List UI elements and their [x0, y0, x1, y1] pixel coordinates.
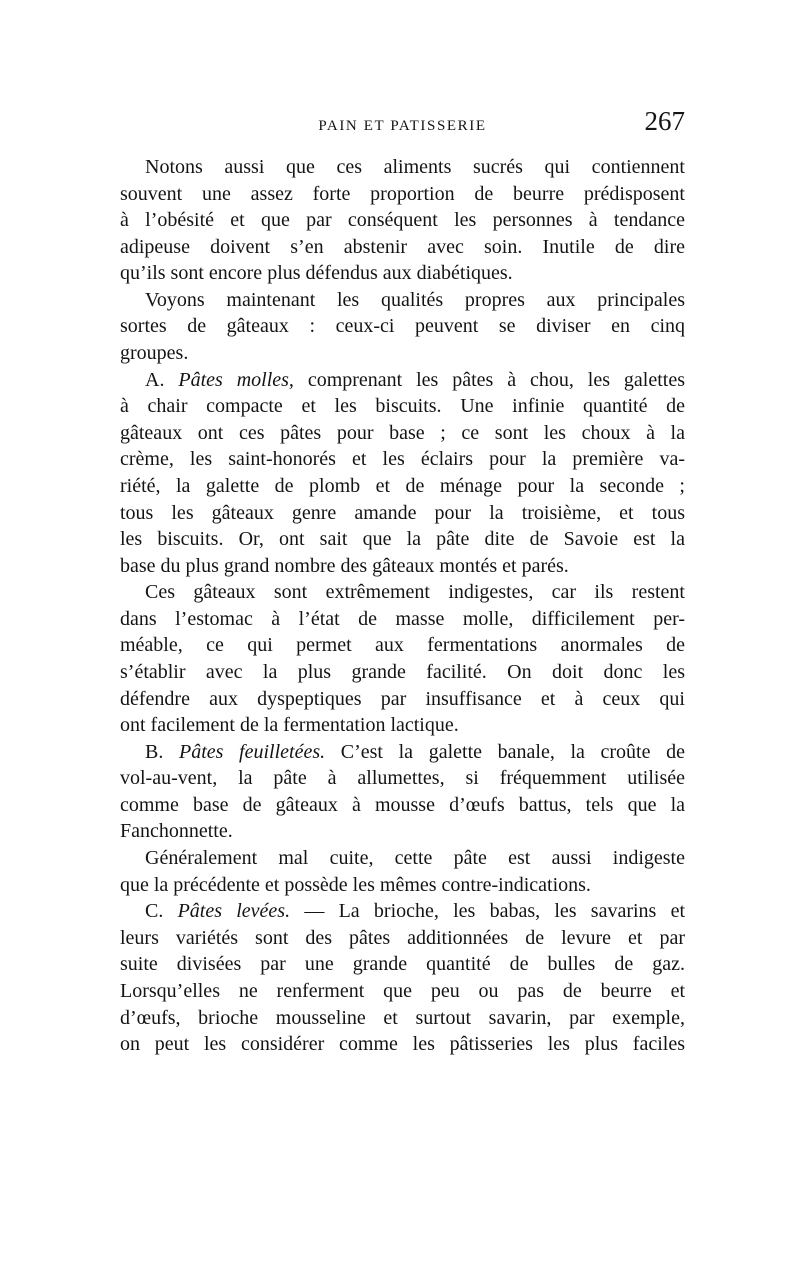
text-line: [120, 234, 685, 261]
text-line-content: crème, les saint-honorés et les éclairs pour la première va-: [120, 448, 685, 471]
text-line: [120, 579, 685, 606]
text-line: [120, 978, 685, 1005]
text-line-content: à l’obésité et que par conséquent les personnes à tendance: [120, 209, 685, 232]
text-line-content: Généralement mal cuite, cette pâte est aussi indigeste: [145, 847, 685, 870]
text-line: [120, 845, 685, 872]
text-line-content: comme base de gâteaux à mousse d’œufs battus, tels que la: [120, 793, 685, 816]
text-line: [120, 1031, 685, 1058]
section-label: B.: [145, 740, 179, 763]
text-line-content: dans l’estomac à l’état de masse molle, difficilement per-: [120, 607, 685, 630]
text-line: [120, 181, 685, 208]
text-line: [120, 606, 685, 633]
text-line: [120, 765, 685, 792]
text-line-content: à chair compacte et les biscuits. Une infinie quantité de: [120, 395, 685, 418]
text-line: [120, 420, 685, 447]
text-line: [120, 739, 685, 766]
text-line-content: riété, la galette de plomb et de ménage pour la seconde ;: [120, 474, 685, 497]
text-line-content: leurs variétés sont des pâtes additionnées de levure et par: [120, 926, 685, 949]
text-line-content: — La brioche, les babas, les savarins et: [290, 900, 686, 923]
text-line: [120, 393, 685, 420]
text-line-content: Lorsqu’elles ne renferment que peu ou pas de beurre et: [120, 979, 685, 1002]
text-line: [120, 872, 685, 899]
text-line: [120, 154, 685, 181]
text-line-content: ont facilement de la fermentation lactique.: [120, 714, 459, 737]
text-line: [120, 446, 685, 473]
text-line: [120, 260, 685, 287]
text-line-content: d’œufs, brioche mousseline et surtout savarin, par exemple,: [120, 1006, 685, 1029]
text-line: [120, 659, 685, 686]
text-line: [120, 313, 685, 340]
text-line: [120, 340, 685, 367]
text-line: [120, 287, 685, 314]
text-line-content: Ces gâteaux sont extrêmement indigestes, car ils restent: [145, 581, 685, 604]
running-title: PAIN ET PATISSERIE: [318, 118, 487, 134]
text-line-content: défendre aux dyspeptiques par insuffisance et à ceux qui: [120, 687, 685, 710]
text-line-content: gâteaux ont ces pâtes pour base ; ce sont les choux à la: [120, 421, 685, 444]
text-line: [120, 207, 685, 234]
text-line: [120, 632, 685, 659]
text-line-content: Voyons maintenant les qualités propres aux principales: [145, 288, 685, 311]
text-line-content: les biscuits. Or, ont sait que la pâte dite de Savoie est la: [120, 528, 685, 551]
text-line: [120, 1005, 685, 1032]
page-number: 267: [644, 106, 685, 136]
text-line-content: vol-au-vent, la pâte à allumettes, si fréquemment utilisée: [120, 767, 685, 790]
text-line: [120, 367, 685, 394]
text-line: [120, 792, 685, 819]
text-line-content: C’est la galette banale, la croûte de: [325, 740, 686, 763]
text-line-content: tous les gâteaux genre amande pour la troisième, et tous: [120, 501, 685, 524]
section-heading: Pâtes molles,: [178, 368, 294, 391]
text-line: [120, 818, 685, 845]
text-line-content: méable, ce qui permet aux fermentations anormales de: [120, 634, 685, 657]
section-heading: Pâtes levées.: [177, 900, 291, 923]
text-line: [120, 925, 685, 952]
text-line-content: adipeuse doivent s’en abstenir avec soin. Inutile de dire: [120, 235, 685, 258]
body-text: [120, 154, 685, 1058]
text-line: [120, 951, 685, 978]
running-head: [120, 108, 685, 148]
text-line-content: base du plus grand nombre des gâteaux montés et parés.: [120, 554, 569, 577]
section-label: A.: [145, 368, 179, 391]
text-line-content: qu’ils sont encore plus défendus aux diabétiques.: [120, 262, 513, 285]
text-line-content: sortes de gâteaux : ceux-ci peuvent se diviser en cinq: [120, 315, 685, 338]
text-line-content: Notons aussi que ces aliments sucrés qui contiennent: [145, 156, 685, 178]
text-line: [120, 553, 685, 580]
section-heading: Pâtes feuilletées.: [178, 740, 326, 763]
text-line: [120, 473, 685, 500]
text-line-content: s’établir avec la plus grande facilité. On doit donc les: [120, 660, 685, 683]
text-line: [120, 500, 685, 527]
text-line-content: souvent une assez forte proportion de beurre prédisposent: [120, 182, 685, 205]
text-line-content: Fanchonnette.: [120, 820, 233, 843]
text-line-content: que la précédente et possède les mêmes contre-indications.: [120, 873, 591, 896]
text-line: [120, 686, 685, 713]
text-line-content: on peut les considérer comme les pâtisseries les plus faciles: [120, 1033, 685, 1056]
text-line: [120, 526, 685, 553]
text-line: [120, 898, 685, 925]
text-line: [120, 712, 685, 739]
text-line-content: comprenant les pâtes à chou, les galettes: [293, 368, 685, 391]
text-line-content: groupes.: [120, 342, 189, 365]
text-line-content: suite divisées par une grande quantité de bulles de gaz.: [120, 953, 685, 976]
section-label: C.: [145, 900, 178, 923]
